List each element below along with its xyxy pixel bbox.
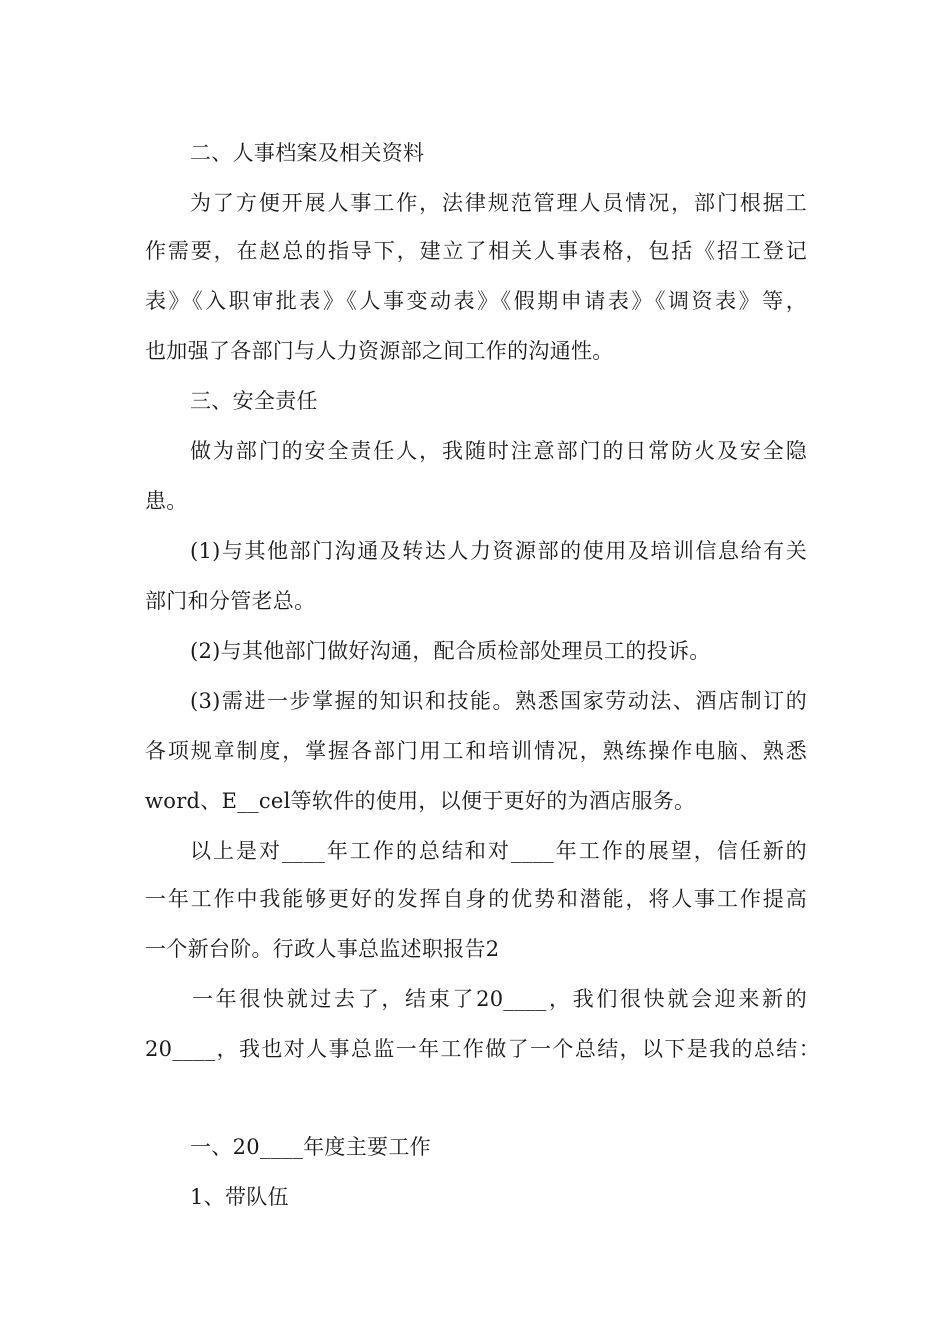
subsection-heading: 1、带队伍 [190,1185,289,1209]
paragraph-line: 部门和分管老总。 [145,589,316,613]
section-heading: 二、人事档案及相关资料 [190,141,425,165]
paragraph-line: 也加强了各部门与人力资源部之间工作的沟通性。 [145,339,614,363]
paragraph-line: (1)与其他部门沟通及转达人力资源部的使用及培训信息给有关 [190,539,807,563]
section-heading: 一、20____年度主要工作 [190,1135,431,1159]
paragraph-line: 做为部门的安全责任人，我随时注意部门的日常防火及安全隐 [190,439,807,463]
section-heading: 三、安全责任 [190,389,318,413]
paragraph-line: 一年很快就过去了，结束了20____，我们很快就会迎来新的 [192,987,807,1011]
paragraph-line: 为了方便开展人事工作，法律规范管理人员情况，部门根据工 [190,191,807,215]
paragraph-line: (3)需进一步掌握的知识和技能。熟悉国家劳动法、酒店制订的 [190,689,807,713]
paragraph-line: 患。 [145,489,188,513]
paragraph-line: 一个新台阶。行政人事总监述职报告2 [145,937,500,961]
paragraph-line: 作需要，在赵总的指导下，建立了相关人事表格，包括《招工登记 [145,239,807,263]
paragraph-line: 一年工作中我能够更好的发挥自身的优势和潜能，将人事工作提高 [145,887,807,911]
paragraph-line: 各项规章制度，掌握各部门用工和培训情况，熟练操作电脑、熟悉 [145,739,807,763]
paragraph-line: word、E__cel等软件的使用，以便于更好的为酒店服务。 [145,789,696,813]
paragraph-line: 表》《入职审批表》《人事变动表》《假期申请表》《调资表》等， [145,289,807,313]
paragraph-line: (2)与其他部门做好沟通，配合质检部处理员工的投诉。 [190,639,711,663]
paragraph-line: 20____，我也对人事总监一年工作做了一个总结，以下是我的总结： [145,1037,820,1061]
paragraph-line: 以上是对____年工作的总结和对____年工作的展望，信任新的 [190,839,807,863]
